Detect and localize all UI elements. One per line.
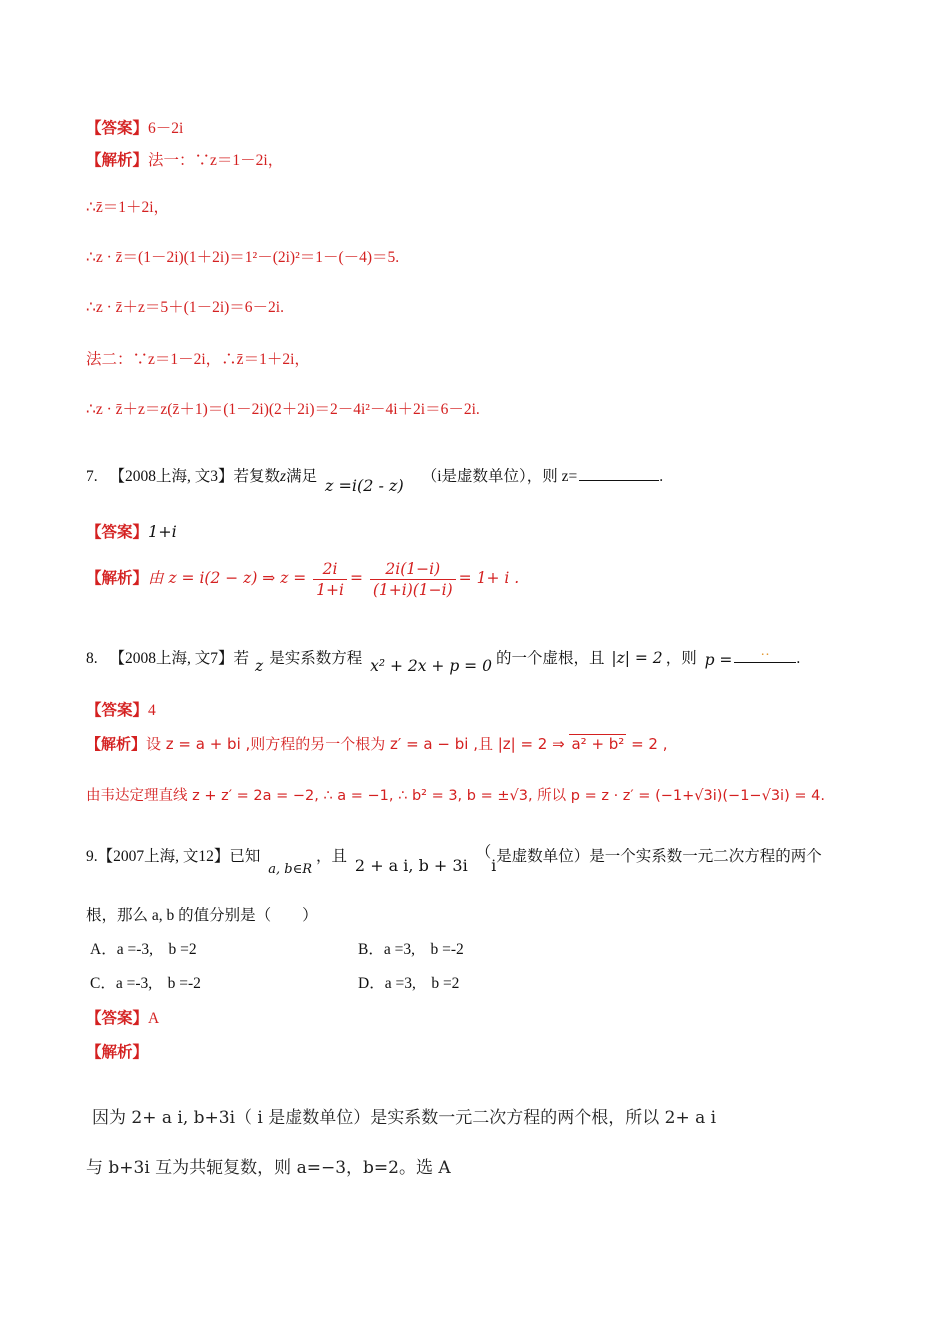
question-7 bbox=[86, 466, 664, 495]
scanned-analysis-1: 因为 2+ a i, b+3i（ i 是虚数单位）是实系数一元二次方程的两个根，所以 2+ a i bbox=[92, 1108, 717, 1128]
question-var: z bbox=[280, 468, 287, 485]
question-stem: 的一个虚根，且 bbox=[495, 650, 605, 667]
question-end: . bbox=[659, 468, 664, 485]
analysis-text-1: 法一：∵z＝1－2i， bbox=[148, 152, 284, 169]
answer-blank bbox=[579, 466, 659, 481]
scanned-analysis-2: 与 b+3i 互为共轭复数，则 a=−3，b=2。选 A bbox=[86, 1158, 451, 1178]
q8-analysis-line-2: 由韦达定理直线 z + z′ = 2a = −2, ∴ a = −1, ∴ b² = 3, b = ±√3, 所以 p = z · z′ = (−1+√3i)(−1−√3i) = 4. bbox=[86, 788, 825, 804]
analysis-label: 【解析】 bbox=[86, 151, 149, 169]
analysis-text: = 2 , bbox=[626, 735, 668, 753]
question-stem: （i是虚数单位），则 z= bbox=[421, 468, 578, 485]
q7-answer-line bbox=[86, 522, 177, 543]
analysis-label: 【解析】 bbox=[86, 569, 149, 587]
analysis-text: 设 z = a + bi ,则方程的另一个根为 z′ = a − bi ,且 |z| = 2 ⇒ bbox=[146, 735, 570, 753]
question-paren: （ bbox=[475, 844, 492, 861]
question-source: 【2008上海, 文3】 bbox=[109, 468, 234, 485]
analysis-text-3: ∴z · z̄＝(1－2i)(1＋2i)＝1²－(2i)²＝1－(－4)＝5. bbox=[86, 249, 400, 266]
question-stem: 满足 bbox=[286, 468, 318, 485]
analysis-text: = 1+ i . bbox=[458, 569, 520, 587]
analysis-text-4: ∴z · z̄＋z＝5＋(1－2i)＝6－2i. bbox=[86, 299, 284, 316]
analysis-label: 【解析】 bbox=[86, 735, 147, 753]
prev-analysis-line bbox=[86, 150, 283, 171]
analysis-label: 【解析】 bbox=[86, 1043, 149, 1061]
question-roots: 2 + a i, b + 3i bbox=[354, 856, 468, 875]
q9-answer-line bbox=[86, 1008, 159, 1029]
question-end: . bbox=[796, 650, 801, 667]
answer-label: 【答案】 bbox=[86, 119, 149, 137]
analysis-text-2: ∴z̄＝1＋2i， bbox=[86, 199, 170, 216]
analysis-text-5: 法二：∵z＝1－2i，∴z̄＝1＋2i， bbox=[86, 351, 310, 368]
question-equation: x² + 2x + p = 0 bbox=[370, 657, 492, 675]
fraction-denominator: (1+i)(1−i) bbox=[372, 580, 453, 599]
fraction-numerator: 2i(1−i) bbox=[370, 559, 456, 580]
equals-sign: = bbox=[349, 569, 363, 587]
question-vars: a, b∈R bbox=[268, 862, 313, 877]
q8-answer-line bbox=[86, 700, 156, 721]
analysis-text-6: ∴z · z̄＋z＝z(z̄＋1)＝(1－2i)(2＋2i)＝2－4i²－4i＋2i＝6－2i. bbox=[86, 401, 480, 418]
question-stem: 是实系数方程 bbox=[269, 650, 363, 667]
question-equation: z =i(2 - z) bbox=[324, 476, 404, 495]
dots-mark: ·· bbox=[760, 648, 770, 663]
question-9-line-2: 根，那么 a, b 的值分别是（ ） bbox=[86, 907, 318, 924]
answer-value: 1+i bbox=[148, 522, 177, 541]
sqrt-expression: a² + b² bbox=[571, 735, 625, 753]
question-stem: ，且 bbox=[316, 848, 348, 865]
question-var: z bbox=[255, 657, 264, 675]
question-number: 9. bbox=[86, 848, 98, 865]
option-b: B．a =3, b =-2 bbox=[358, 941, 464, 958]
answer-blank bbox=[734, 648, 796, 663]
question-8 bbox=[86, 648, 801, 675]
option-a: A．a =-3, b =2 bbox=[90, 941, 197, 958]
option-c: C．a =-3, b =-2 bbox=[90, 975, 201, 992]
question-number: 7. bbox=[86, 468, 98, 485]
answer-label: 【答案】 bbox=[86, 1009, 149, 1027]
question-source: 【2007上海, 文12】 bbox=[97, 848, 230, 865]
fraction-1 bbox=[313, 559, 347, 600]
q9-analysis-line bbox=[86, 1042, 148, 1063]
question-stem: 已知 bbox=[229, 848, 261, 865]
question-stem: 若复数 bbox=[233, 468, 281, 485]
answer-label: 【答案】 bbox=[86, 523, 149, 541]
answer-value: A bbox=[148, 1010, 160, 1027]
abs-condition: |z| = 2 bbox=[611, 649, 663, 667]
question-i: i bbox=[491, 857, 497, 875]
option-d: D．a =3, b =2 bbox=[358, 975, 460, 992]
prev-answer-line bbox=[86, 118, 183, 139]
question-stem: 是虚数单位）是一个实系数一元二次方程的两个 bbox=[496, 848, 822, 865]
question-stem: 若 bbox=[233, 650, 250, 667]
answer-value: 6－2i bbox=[148, 120, 184, 137]
q8-analysis-line-1 bbox=[86, 734, 668, 754]
answer-value: 4 bbox=[148, 702, 156, 719]
question-p: p = bbox=[704, 651, 733, 669]
analysis-text: 由 z = i(2 − z) ⇒ z = bbox=[148, 569, 307, 587]
q7-analysis-line bbox=[86, 556, 519, 601]
fraction-2 bbox=[370, 559, 456, 600]
question-stem: ，则 bbox=[665, 650, 697, 667]
answer-label: 【答案】 bbox=[86, 701, 149, 719]
question-source: 【2008上海, 文7】 bbox=[109, 650, 234, 667]
question-number: 8. bbox=[86, 650, 98, 667]
fraction-numerator: 2i bbox=[313, 559, 347, 580]
fraction-denominator: 1+i bbox=[316, 580, 344, 599]
